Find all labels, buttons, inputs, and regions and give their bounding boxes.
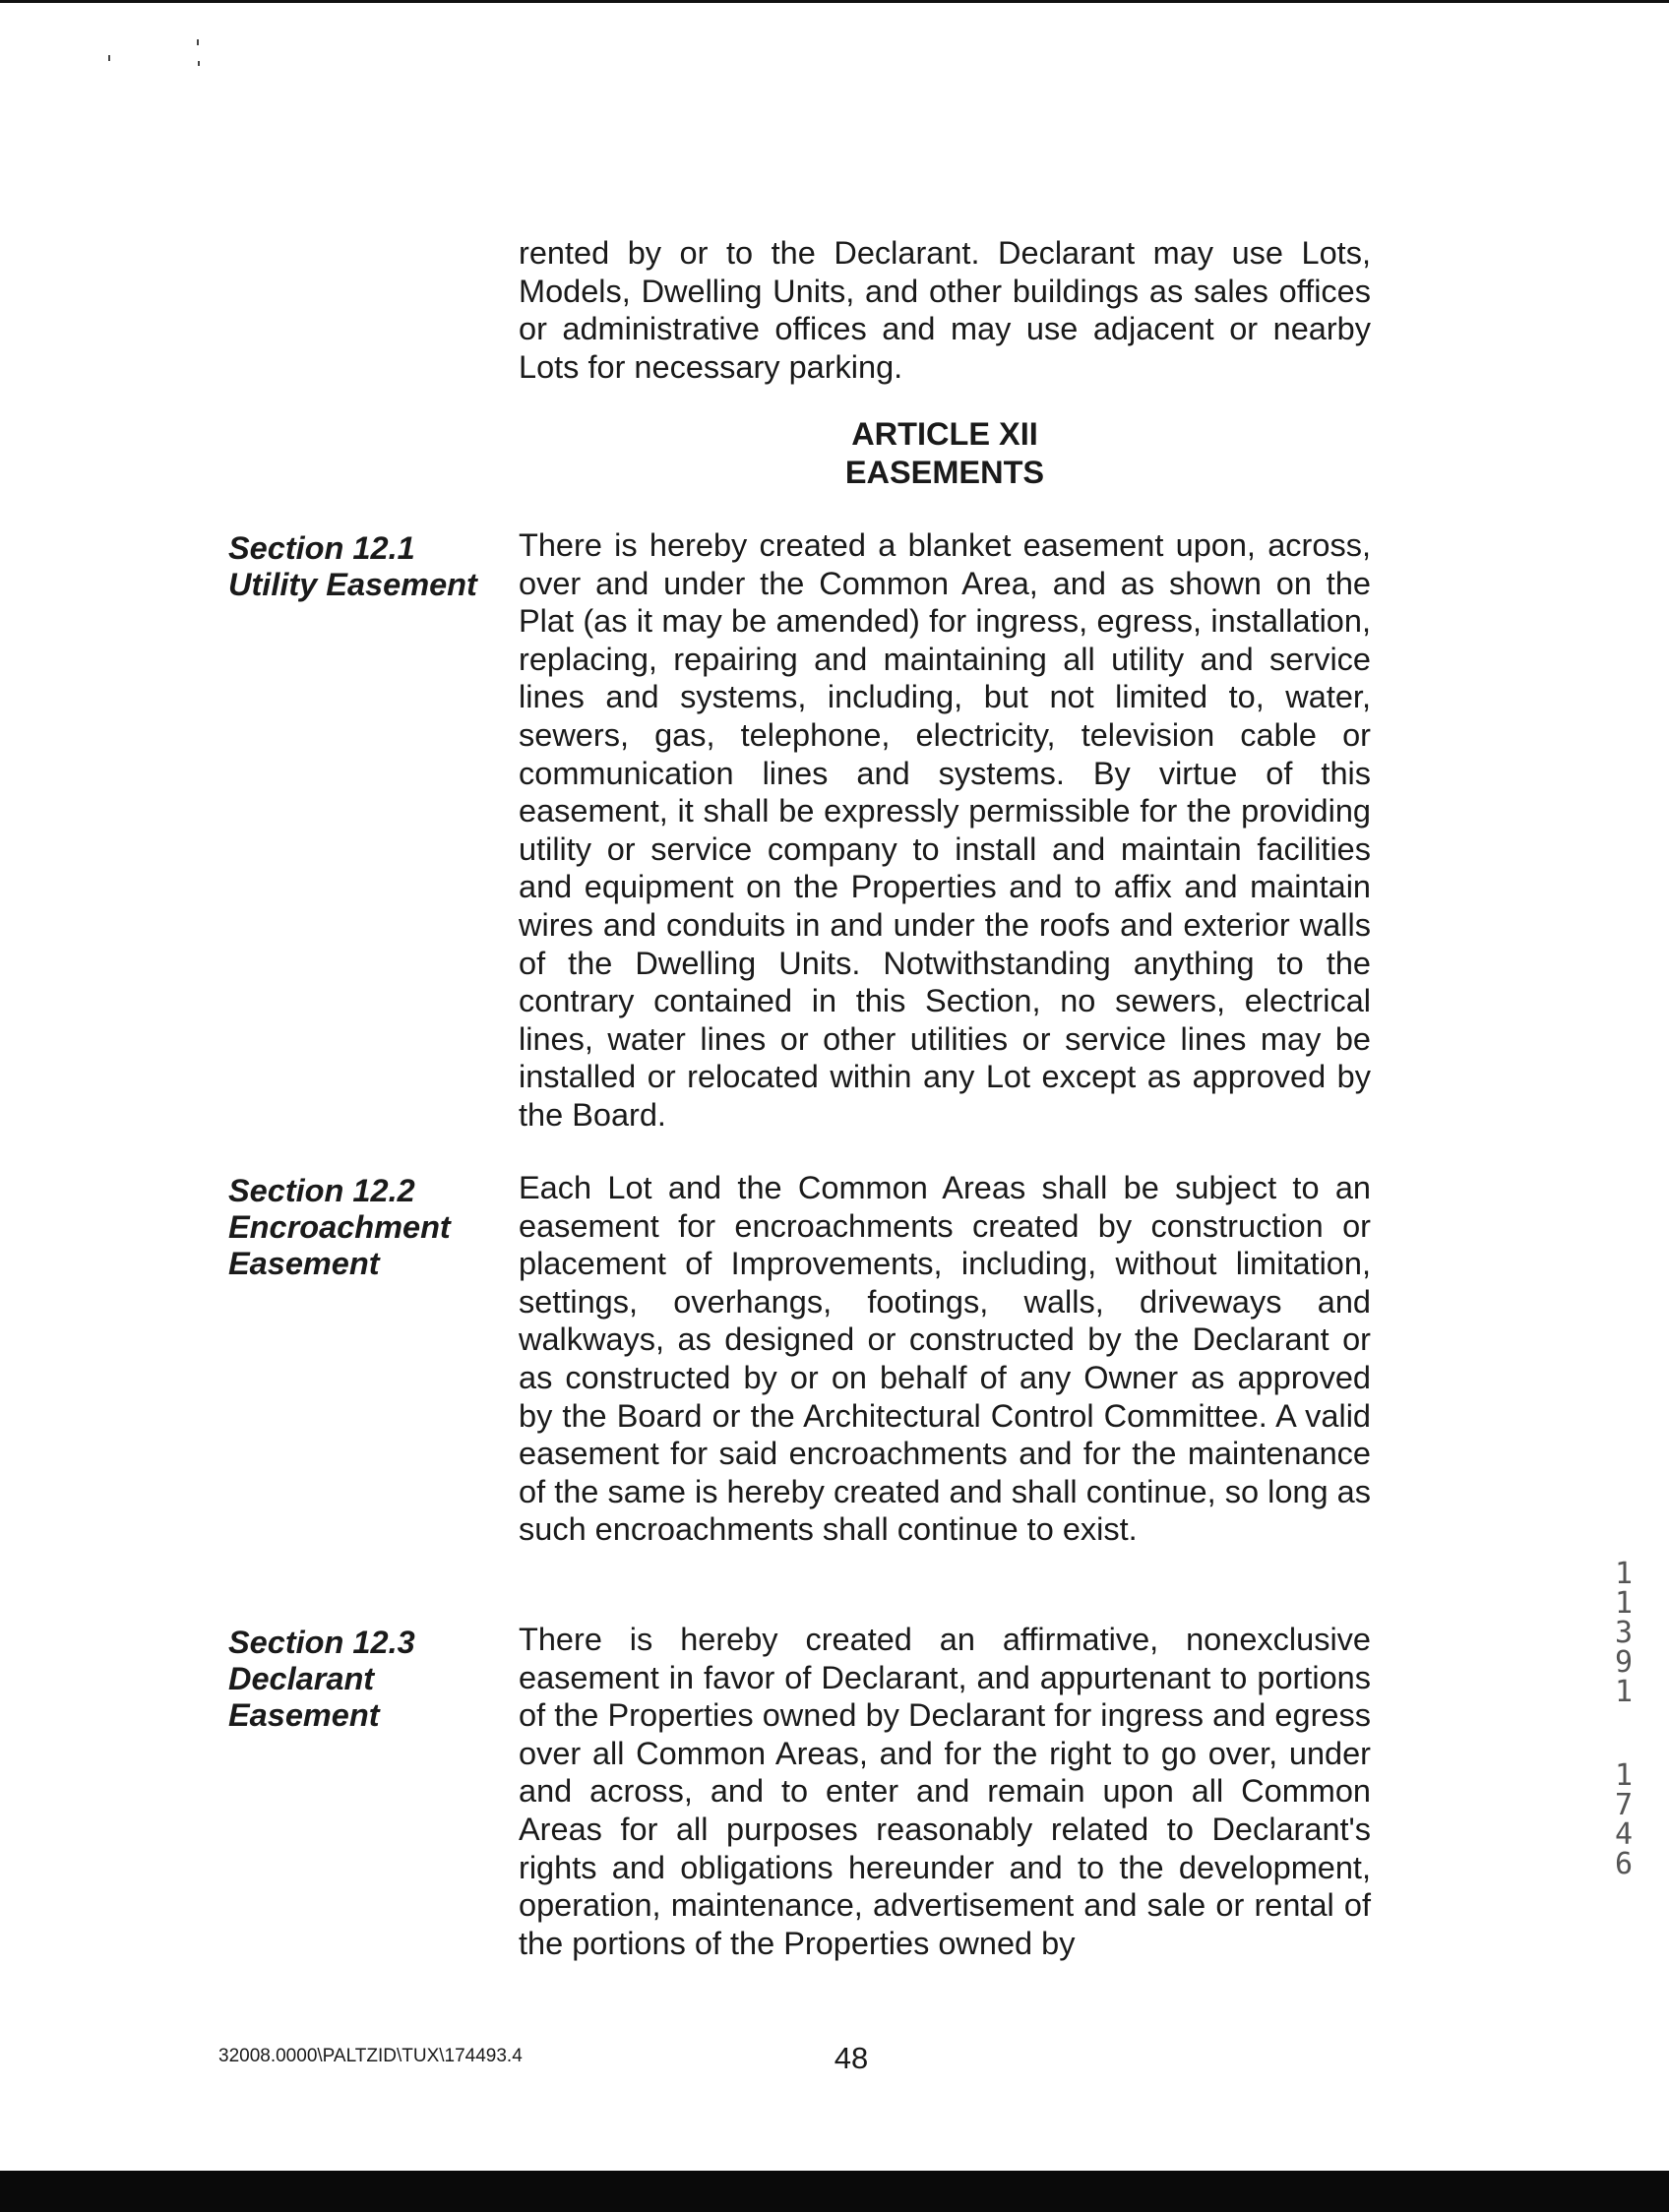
section-title-line: Encroachment — [228, 1209, 451, 1245]
section-12-1-text: There is hereby created a blanket easement upon, across, over and under the Common Area, and as shown on the Plat (as it may be amended) for ingress, egress, installation, replacing, repairing and maintaining all utility and service lines and systems, including, but not limited to, water, sewers, gas, telephone, electricity, television cable or communication lines and systems. By virtue of this easement, it shall be expressly permissible for the providing utility or service company to install and maintain facilities and equipment on the Properties and to affix and maintain wires and conduits in and under the roofs and exterior walls of the Dwelling Units. Notwithstanding anything to the contrary contained in this Section, no sewers, electrical lines, water lines or other utilities or service lines may be installed or relocated within any Lot except as approved by the Board. — [519, 527, 1371, 1133]
section-12-3-label — [228, 1625, 524, 1734]
scan-speck — [198, 61, 200, 66]
section-number: Section 12.1 — [228, 530, 415, 566]
bates-stamp-group-2 — [1604, 1758, 1643, 1881]
section-12-1-label — [228, 530, 524, 603]
bates-digit: 1 — [1614, 1557, 1634, 1591]
page-number: 48 — [834, 2041, 869, 2075]
section-title-line: Declarant — [228, 1661, 375, 1696]
section-number: Section 12.3 — [228, 1625, 415, 1660]
bates-digit: 1 — [1614, 1675, 1634, 1709]
section-12-2-text: Each Lot and the Common Areas shall be subject to an easement for encroachments created by construction or placement of Improvements, including, without limitation, settings, overhangs, footings, walls, driveways and walkways, as designed or constructed by the Declarant or as constructed by or on behalf of any Owner as approved by the Board or the Architectural Control Committee. A valid easement for said encroachments and for the maintenance of the same is hereby created and shall continue, so long as such encroachments shall continue to exist. — [519, 1170, 1371, 1548]
article-title: EASEMENTS — [844, 455, 1045, 490]
bates-digit: 7 — [1614, 1788, 1634, 1822]
scan-bottom-edge — [0, 2171, 1669, 2212]
section-12-2-label — [228, 1173, 524, 1282]
scan-top-edge — [0, 0, 1669, 3]
bates-stamp-group-1 — [1604, 1557, 1643, 1709]
intro-paragraph: rented by or to the Declarant. Declarant may use Lots, Models, Dwelling Units, and other buildings as sales offices or administrative offices and may use adjacent or nearby Lots for necessary parking. — [519, 235, 1371, 385]
section-title-line: Easement — [228, 1697, 380, 1733]
bates-digit: 1 — [1614, 1586, 1634, 1621]
scan-speck — [108, 55, 110, 61]
section-number: Section 12.2 — [228, 1173, 415, 1208]
bates-digit: 9 — [1614, 1645, 1634, 1680]
footer-document-id: 32008.0000\PALTZID\TUX\174493.4 — [218, 2046, 523, 2066]
article-number: ARTICLE XII — [851, 416, 1038, 452]
bates-digit: 4 — [1614, 1817, 1634, 1852]
bates-digit: 6 — [1614, 1847, 1634, 1881]
scan-speck — [197, 39, 199, 45]
bates-digit: 3 — [1614, 1616, 1634, 1650]
section-title-line: Utility Easement — [228, 567, 477, 602]
section-title-line: Easement — [228, 1246, 380, 1281]
section-12-3-text: There is hereby created an affirmative, nonexclusive easement in favor of Declarant, and appurtenant to portions of the Properties owned by Declarant for ingress and egress over all Common Areas, and for the right to go over, under and across, and to enter and remain upon all Common Areas for all purposes reasonably related to Declarant's rights and obligations hereunder and to the development, operation, maintenance, advertisement and sale or rental of the portions of the Properties owned by — [519, 1622, 1371, 1961]
bates-digit: 1 — [1614, 1758, 1634, 1793]
